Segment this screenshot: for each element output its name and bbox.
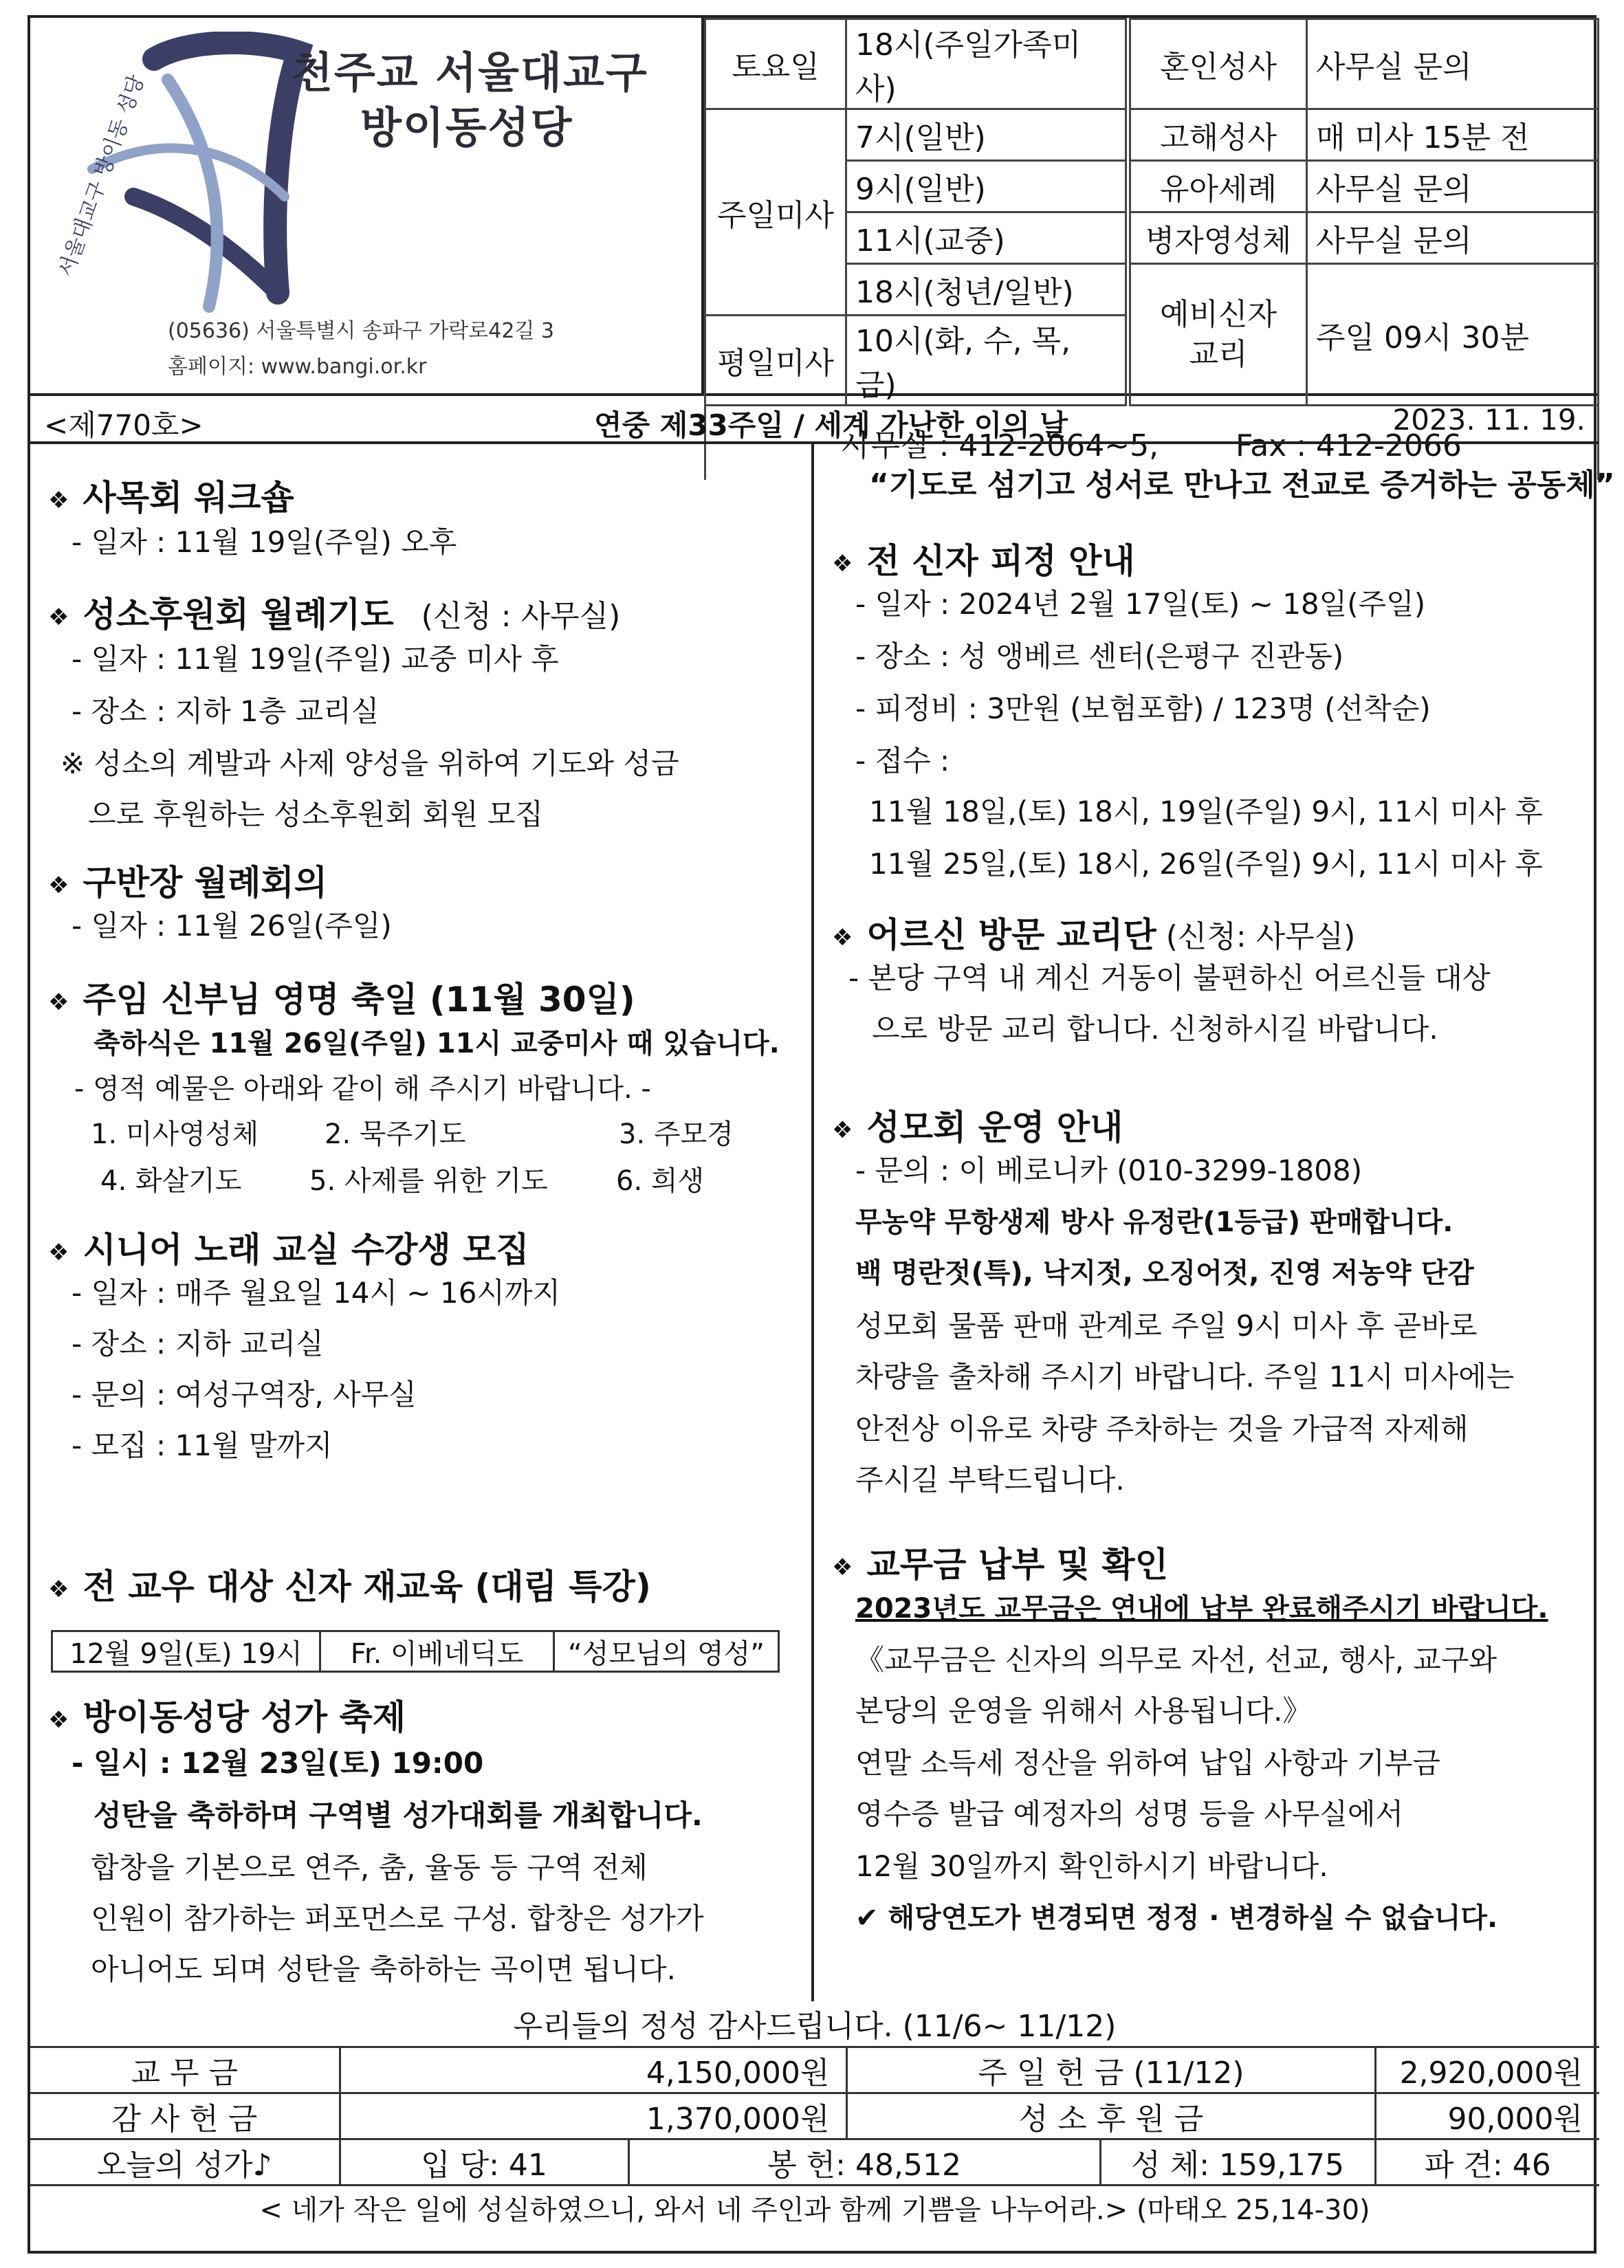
text-line: 백 명란젓(특), 낙지젓, 오징어젓, 진영 저농약 단감 [855,1257,1474,1289]
hymn-offertory: 봉 헌: 48,512 [628,2139,1100,2185]
text-line: 주시길 부탁드립니다. [855,1463,1125,1497]
confession-label: 고해성사 [1128,109,1307,161]
text-line: 12월 30일까지 확인하시기 바랍니다. [855,1849,1328,1883]
diamond-bullet-icon: ❖ [48,1238,69,1266]
text-line: 본당의 운영을 위해서 사용됩니다.》 [855,1694,1312,1728]
sun-time-1: 7시(일반) [846,109,1128,161]
confession-value: 매 미사 15분 전 [1307,109,1599,161]
text-line: 으로 방문 교리 합니다. 신청하시길 바랍니다. [872,1012,1438,1046]
text-line: 《교무금은 신자의 의무로 자선, 선교, 행사, 교구와 [855,1643,1497,1677]
section-heading: ❖ 주임 신부님 영명 축일 (11월 30일) [48,980,635,1020]
kyomu-label: 교 무 금 [30,2047,340,2093]
text-line: 성탄을 축하하며 구역별 성가대회를 개최합니다. [94,1798,703,1832]
diamond-bullet-icon: ❖ [48,486,69,514]
bulletin-page [28,15,1615,2254]
vocation-fund-value: 90,000원 [1375,2093,1599,2139]
sun-time-3: 11시(교중) [846,212,1128,264]
section-heading: ❖ 구반장 월례회의 [48,863,327,903]
text-line: 연말 소득세 정산을 위하여 납입 사항과 기부금 [855,1746,1440,1780]
section-heading: ❖ 전 신자 피정 안내 [832,541,1135,581]
list-item: 1. 미사영성체 [91,1119,259,1150]
text-line: - 일자 : 매주 월요일 14시 ~ 16시까지 [72,1276,561,1310]
sick-communion-value: 사무실 문의 [1307,212,1599,264]
office-phone: 사무실 : 412-2064~5, Fax : 412-2066 [705,406,1599,480]
diamond-bullet-icon: ❖ [832,923,853,951]
lecture-date: 12월 9일(토) 19시 [53,1632,321,1671]
offering-table [30,2001,1599,2230]
text-line: 무농약 무항생제 방사 유정란(1등급) 판매합니다. [855,1207,1453,1238]
section-heading: ❖ 어르신 방문 교리단 (신청: 사무실) [832,915,1356,955]
issue-bar [30,396,1599,444]
text-line: - 일자 : 11월 19일(주일) 교중 미사 후 [72,642,559,676]
sat-time: 18시(주일가족미사) [846,19,1128,109]
list-item: 4. 화살기도 [100,1165,242,1197]
text-line: - 장소 : 성 앵베르 센터(은평구 진관동) [855,639,1344,673]
parish-motto: “기도로 섬기고 성서로 만나고 전교로 증거하는 공동체” [869,467,1615,503]
section-heading: ❖ 방이동성당 성가 축제 [48,1697,406,1737]
issue-date: 2023. 11. 19. [1392,403,1585,437]
wedding-label: 혼인성사 [1128,19,1307,109]
section-heading: ❖ 교무금 납부 및 확인 [832,1545,1169,1585]
left-column [30,444,814,2001]
text-line: 11월 18일,(토) 18시, 19일(주일) 9시, 11시 미사 후 [869,795,1543,828]
list-item: 2. 묵주기도 [325,1119,466,1150]
diamond-bullet-icon: ❖ [832,1553,853,1581]
list-item: 3. 주모경 [619,1119,734,1150]
text-line: - 장소 : 지하 1층 교리실 [72,694,380,728]
vocation-fund-label: 성 소 후 원 금 [847,2093,1375,2139]
text-line: 아니어도 되며 성탄을 축하하는 곡이면 됩니다. [91,1952,676,1986]
sun-label: 주일미사 [705,109,846,316]
diamond-bullet-icon: ❖ [48,1575,69,1603]
kyomu-value: 4,150,000원 [340,2047,847,2093]
diamond-bullet-icon: ❖ [832,1116,853,1144]
thanks-offering-label: 감 사 헌 금 [30,2093,340,2139]
parish-name-line1: 천주교 서울대교구 [292,47,648,98]
text-line: 인원이 참가하는 퍼포먼스로 구성. 합창은 성가가 [91,1902,704,1935]
text-line: 성모회 물품 판매 관계로 주일 9시 미사 후 곧바로 [855,1309,1478,1343]
offering-title: 우리들의 정성 감사드립니다. (11/6~ 11/12) [30,2001,1599,2047]
hymn-entrance: 입 당: 41 [340,2139,628,2185]
sun-time-4: 18시(청년/일반) [846,264,1128,316]
diamond-bullet-icon: ❖ [48,871,69,899]
text-line: - 문의 : 이 베로니카 (010-3299-1808) [855,1154,1363,1187]
sun-time-2: 9시(일반) [846,161,1128,212]
text-line: - 일자 : 2024년 2월 17일(토) ~ 18일(주일) [855,587,1426,621]
text-line: 11월 25일,(토) 18시, 26일(주일) 9시, 11시 미사 후 [869,847,1543,881]
text-line: - 일자 : 11월 26일(주일) [72,909,392,943]
thanks-offering-value: 1,370,000원 [340,2093,847,2139]
lecture-info-table [51,1630,780,1673]
sunday-offering-value: 2,920,000원 [1375,2047,1599,2093]
text-line: - 모집 : 11월 말까지 [72,1429,333,1462]
text-line: - 문의 : 여성구역장, 사무실 [72,1378,417,1411]
text-line: 2023년도 교무금은 연내에 납부 완료해주시기 바랍니다. [855,1593,1548,1625]
text-line: - 접수 : [855,744,950,778]
text-line: ※ 성소의 계발과 사제 양성을 위하여 기도와 성금 [61,747,679,780]
diamond-bullet-icon: ❖ [48,988,69,1016]
homepage: 홈페이지: www.bangi.or.kr [168,355,427,379]
text-line: 축하식은 11월 26일(주일) 11시 교중미사 때 있습니다. [94,1028,780,1059]
issue-number: <제770호> [44,408,204,442]
parish-name-line2: 방이동성당 [360,102,573,153]
text-line: 합창을 기본으로 연주, 춤, 율동 등 구역 전체 [91,1851,648,1884]
weekday-label: 평일미사 [705,316,846,406]
text-line: 으로 후원하는 성소후원회 회원 모집 [88,797,543,831]
wedding-value: 사무실 문의 [1307,19,1599,109]
diamond-bullet-icon: ❖ [832,549,853,577]
lecture-topic: “성모님의 영성” [568,1638,765,1670]
section-heading: ❖ 사목회 워크숍 [48,478,294,518]
text-line: 안전상 이유로 차량 주차하는 것을 가급적 자제해 [855,1412,1469,1446]
sick-communion-label: 병자영성체 [1128,212,1307,264]
issue-title: 연중 제33주일 / 세계 가난한 이의 날 [594,408,1068,442]
logo-area [30,18,704,396]
catechumen-value: 주일 09시 30분 [1307,264,1599,406]
section-heading: ❖ 성소후원회 월례기도 (신청 : 사무실) [48,595,621,635]
logo-arc-text: 서울대교구 방이동 성당 [54,71,149,280]
text-line: - 영적 예물은 아래와 같이 해 주시기 바랍니다. - [74,1073,651,1105]
catechumen-label: 예비신자 교리 [1128,264,1307,406]
text-line: - 일시 : 12월 23일(토) 19:00 [72,1746,484,1780]
right-column [814,444,1615,2001]
weekday-time: 10시(화, 수, 목, 금) [846,316,1128,406]
baptism-label: 유아세례 [1128,161,1307,212]
section-heading: ❖ 전 교우 대상 신자 재교육 (대림 특강) [48,1567,651,1607]
hymn-communion: 성 체: 159,175 [1100,2139,1375,2185]
gospel-quote: < 네가 작은 일에 성실하였으니, 와서 네 주인과 함께 기쁨을 나누어라.> (마태오 25,14-30) [30,2185,1599,2230]
hymn-label: 오늘의 성가♪ [30,2139,340,2185]
text-line: - 일자 : 11월 19일(주일) 오후 [72,525,457,559]
address: (05636) 서울특별시 송파구 가락로42길 3 [168,319,555,343]
text-line: 영수증 발급 예정자의 성명 등을 사무실에서 [855,1797,1404,1831]
text-line: ✔ 해당연도가 변경되면 정정 · 변경하실 수 없습니다. [855,1902,1498,1934]
diamond-bullet-icon: ❖ [48,603,69,631]
baptism-value: 사무실 문의 [1307,161,1599,212]
diamond-bullet-icon: ❖ [48,1706,69,1734]
text-line: - 피정비 : 3만원 (보험포함) / 123명 (선착순) [855,692,1431,725]
text-line: - 본당 구역 내 계신 거동이 불편하신 어르신들 대상 [848,961,1491,995]
hymn-dismissal: 파 견: 46 [1375,2139,1599,2185]
text-line: 차량을 출차해 주시기 바랍니다. 주일 11시 미사에는 [855,1360,1515,1394]
text-line: - 장소 : 지하 교리실 [72,1327,324,1361]
lecture-speaker: Fr. 이베네딕도 [321,1632,555,1671]
list-item: 5. 사제를 위한 기도 [309,1165,548,1197]
parish-logo [51,32,326,362]
section-heading: ❖ 시니어 노래 교실 수강생 모집 [48,1230,529,1270]
list-item: 6. 희생 [616,1165,705,1197]
section-heading: ❖ 성모회 운영 안내 [832,1108,1123,1147]
sat-label: 토요일 [705,19,846,109]
sunday-offering-label: 주 일 헌 금 (11/12) [847,2047,1375,2093]
